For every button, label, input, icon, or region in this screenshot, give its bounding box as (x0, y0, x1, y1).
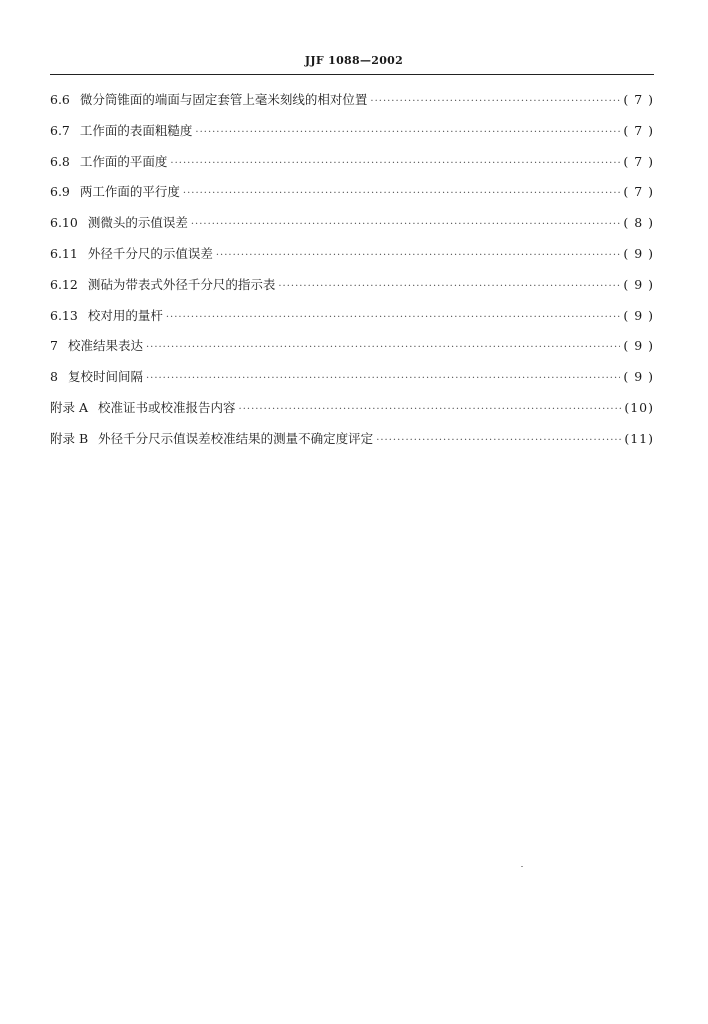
toc-entry-page: (10) (624, 399, 654, 415)
toc-entry (50, 121, 654, 152)
toc-entry-title: 工作面的平面度 (79, 153, 168, 169)
toc-entry-number: 7 (50, 338, 58, 354)
toc-entry (50, 275, 654, 306)
toc-entry-title: 校对用的量杆 (87, 307, 163, 323)
toc-entry-number: 6.9 (50, 184, 70, 200)
header-rule (50, 74, 654, 75)
toc-entry-page: ( 9 ) (623, 276, 654, 292)
toc-entry-title: 校准结果表达 (67, 338, 143, 354)
toc-dot-leader (183, 188, 620, 199)
toc-entry-page: ( 7 ) (623, 184, 654, 200)
toc-entry-page: ( 8 ) (623, 215, 654, 231)
toc-dot-leader (166, 312, 620, 323)
toc-dot-leader (191, 219, 620, 230)
toc-entry-number: 附录 A (50, 399, 89, 415)
toc-entry-page: ( 9 ) (623, 307, 654, 323)
toc-dot-leader (376, 435, 621, 446)
toc-entry-title: 外径千分尺的示值误差 (87, 245, 213, 261)
scan-speck (521, 866, 523, 867)
toc-entry-title: 工作面的表面粗糙度 (79, 122, 193, 138)
toc-entry-number: 6.11 (50, 245, 78, 261)
toc-entry-page: ( 7 ) (623, 153, 654, 169)
toc-entry-number: 6.8 (50, 153, 70, 169)
toc-entry-number: 6.7 (50, 122, 70, 138)
toc-entry (50, 429, 654, 460)
toc-dot-leader (170, 158, 620, 169)
toc-entry-title: 测微头的示值误差 (87, 215, 188, 231)
toc-entry-page: ( 9 ) (623, 338, 654, 354)
toc-entry (50, 90, 654, 121)
toc-entry-page: ( 9 ) (623, 369, 654, 385)
toc-entry (50, 182, 654, 213)
toc-entry (50, 398, 654, 429)
toc-entry-number: 6.12 (50, 276, 78, 292)
toc-entry (50, 306, 654, 337)
toc-entry-page: ( 9 ) (623, 245, 654, 261)
toc-entry (50, 336, 654, 367)
toc-entry (50, 367, 654, 398)
toc-dot-leader (146, 342, 620, 353)
toc-dot-leader (239, 404, 622, 415)
table-of-contents (50, 90, 654, 460)
toc-dot-leader (278, 281, 620, 292)
toc-entry-title: 微分筒锥面的端面与固定套管上毫米刻线的相对位置 (79, 92, 368, 107)
toc-entry-page: (11) (624, 430, 654, 446)
toc-entry-number: 6.13 (50, 307, 78, 323)
toc-entry-page: ( 7 ) (623, 92, 654, 107)
toc-dot-leader (146, 373, 620, 384)
toc-entry-number: 附录 B (50, 430, 89, 446)
page-header-code: JJF 1088—2002 (304, 54, 404, 67)
toc-entry-page: ( 7 ) (623, 122, 654, 138)
toc-entry-number: 6.10 (50, 215, 78, 231)
toc-dot-leader (195, 127, 620, 138)
toc-entry-title: 外径千分尺示值误差校准结果的测量不确定度评定 (98, 430, 374, 446)
toc-entry-title: 两工作面的平行度 (79, 184, 180, 200)
toc-entry-title: 测砧为带表式外径千分尺的指示表 (87, 276, 276, 292)
toc-dot-leader (216, 250, 620, 261)
toc-entry (50, 152, 654, 183)
toc-entry-number: 6.6 (50, 92, 70, 107)
toc-entry (50, 213, 654, 244)
toc-entry-number: 8 (50, 369, 58, 385)
toc-dot-leader (370, 96, 620, 107)
toc-entry-title: 复校时间间隔 (67, 369, 143, 385)
toc-entry (50, 244, 654, 275)
toc-entry-title: 校准证书或校准报告内容 (98, 399, 236, 415)
